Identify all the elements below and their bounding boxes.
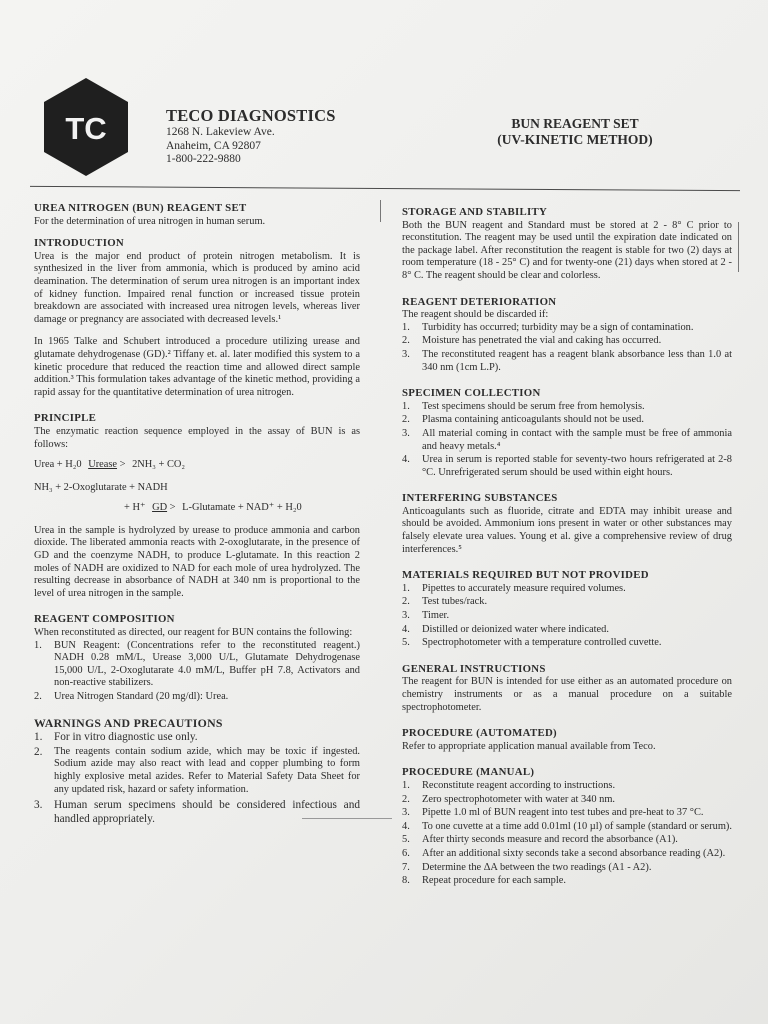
list-item: 5. Spectrophotometer with a temperature controlled cuvette. [402,637,662,649]
column-divider [380,200,381,222]
header-rule [30,186,740,191]
list-item: 4. Urea in serum is reported stable for seventy-two hours refrigerated at 2-8 °C. Unrefrigerated serum should be used within eight hours. [402,454,732,478]
list-item: 3. The reconstituted reagent has a reagent blank absorbance less than 1.0 at 340 nm (1cm L.P). [402,348,732,373]
product-heading: UREA NITROGEN (BUN) REAGENT SET [34,202,247,214]
general-paragraph: The reagent for BUN is intended for use either as an automated procedure on chemistry instruments or as a manual procedure on a suitable spectrophotometer. [402,676,732,713]
right-column [402,206,732,901]
general-heading: GENERAL INSTRUCTIONS [402,662,546,675]
list-item: 2. Urea Nitrogen Standard (20 mg/dl): Urea. [34,691,229,702]
left-column [34,202,360,839]
list-item: 1. Pipettes to accurately measure required volumes. [402,582,626,594]
materials-heading: MATERIALS REQUIRED BUT NOT PROVIDED [402,569,649,582]
phone-line: 1-800-222-9880 [166,153,241,165]
enzyme-label: GD [152,502,168,514]
title-line-2: (UV-KINETIC METHOD) [497,132,653,147]
interfering-heading: INTERFERING SUBSTANCES [402,492,558,505]
list-item: 4. Distilled or deionized water where indicated. [402,623,609,635]
list-item: 8. Repeat procedure for each sample. [402,875,566,887]
address-line: 1268 N. Lakeview Ave. [166,126,275,138]
title-line-1: BUN REAGENT SET [511,116,639,131]
list-item: 2. Moisture has penetrated the vial and caking has occurred. [402,335,662,347]
deterioration-intro: The reagent should be discarded if: [402,309,549,321]
list-item: 7. Determine the ΔA between the two readings (A1 - A2). [402,861,652,873]
procedure-automated-paragraph: Refer to appropriate application manual available from Teco. [402,740,656,752]
document-title [470,116,680,148]
principle-paragraph: Urea in the sample is hydrolyzed by urease to produce ammonia and carbon dioxide. The liberated ammonia reacts with 2-oxoglutarate, in the presence of GD and the coenzyme NADH, to produce L-glutamate. In this reaction 2 moles of NADH are oxidized to NAD for each mole of urea hydrolyzed. The resulting decrease in absorbance of NADH at 340 nm is proportional to the level of urea nitrogen in the sample. [34,524,360,599]
introduction-paragraph: Urea is the major end product of protein nitrogen metabolism. It is synthesized in the liver from ammonia, which is produced by amino acid deamination. The determination of serum urea nitrogen is an important index of kidney function. Impaired renal function or increased tissue protein breakdown are associated with increased urea nitrogen levels, whereas liver damage or pregnancy are associated with decreased levels.¹ [34,250,360,325]
list-item: 6. After an additional sixty seconds take a second absorbance reading (A2). [402,847,726,859]
company-name: TECO DIAGNOSTICS [166,106,336,125]
list-item: 3. Pipette 1.0 ml of BUN reagent into test tubes and pre-heat to 37 °C. [402,807,704,819]
warnings-heading: WARNINGS AND PRECAUTIONS [34,715,223,730]
introduction-paragraph: In 1965 Talke and Schubert introduced a procedure utilizing urease and glutamate dehydrogenase (GD).² Tiffany et. al. later modified this system to a kinetic procedure that reduced the reaction time and allowed direct sample addition.³ This formulation takes advantage of the kinetic method, providing a rapid assay for the quantitative determination of urea nitrogen. [34,336,360,398]
reaction-equation-2: NH₃ + 2-Oxoglutarate + NADH [34,481,168,493]
list-item: 1. Turbidity has occurred; turbidity may be a sign of contamination. [402,321,694,333]
specimen-heading: SPECIMEN COLLECTION [402,387,541,400]
list-item: 3. Timer. [402,610,450,622]
storage-paragraph: Both the BUN reagent and Standard must be stored at 2 - 8° C prior to reconstitution. The reagent may be used until the expiration date indicated on the package label. After reconstitution the reagent is stable for two (2) days at room temperature (18 - 25° C) and for twenty-one (21) days when stored at 2 - 8° C. The reagent should be clear and colorless. [402,219,732,281]
principle-heading: PRINCIPLE [34,412,97,425]
list-item: 5. After thirty seconds measure and record the absorbance (A1). [402,834,678,846]
storage-heading: STORAGE AND STABILITY [402,206,548,218]
list-item: 1. BUN Reagent: (Concentrations refer to the reconstituted reagent.) NADH 0.28 mM/L, Urease 3,000 U/L, Glutamate Dehydrogenase 15,000 U/L, 2-Oxoglutarate 4.0 mM/L, Buffer pH 7.8, Activators and non-reactive stabilizers. [34,639,360,689]
equation-products: 2NH₃ + CO₂ [132,459,186,471]
list-item: 3. All material coming in contact with the sample must be free of ammonia and heavy metals.⁴ [402,427,732,452]
teco-logo [44,78,128,176]
procedure-automated-heading: PROCEDURE (AUTOMATED) [402,727,557,740]
equation-reactants: + H⁺ [124,502,146,514]
list-item: 1. Reconstitute reagent according to instructions. [402,779,616,791]
company-block [166,106,336,167]
logo-text: TC [65,111,107,146]
product-subtitle: For the determination of urea nitrogen in human serum. [34,215,266,227]
reaction-equation-2-cont: + H⁺ GD > L-Glutamate + NAD⁺ + H₂0 [124,502,302,514]
list-item: 1. For in vitro diagnostic use only. [34,731,198,744]
list-item: 2. The reagents contain sodium azide, which may be toxic if ingested. Sodium azide may also react with lead and copper plumbing to form highly explosive metal azides. Refer to Material Safety Data Sheet for any updated risk, hazard or safety information. [34,745,360,795]
principle-paragraph: The enzymatic reaction sequence employed in the assay of BUN is as follows: [34,425,360,450]
list-item: 2. Plasma containing anticoagulants should not be used. [402,414,644,426]
reaction-equation-1: Urea + H₂0 Urease > 2NH₃ + CO₂ [34,459,186,471]
list-item: 3. Human serum specimens should be considered infectious and handled appropriately. [34,799,360,825]
reagent-composition-intro: When reconstituted as directed, our reagent for BUN contains the following: [34,627,353,639]
list-item: 4. To one cuvette at a time add 0.01ml (10 µl) of sample (standard or serum). [402,820,732,832]
column-divider-right [738,222,739,272]
address-line: Anaheim, CA 92807 [166,139,261,152]
list-item: 2. Zero spectrophotometer with water at 340 nm. [402,793,616,805]
interfering-paragraph: Anticoagulants such as fluoride, citrate and EDTA may inhibit urease and should be avoided. Ammonium ions present in water or other substances may falsely elevate urea values. Young et al. give a comprehensive review of drug interferences.⁵ [402,505,732,555]
equation-reactants: Urea + H₂0 [34,459,82,471]
reagent-composition-heading: REAGENT COMPOSITION [34,613,175,626]
deterioration-heading: REAGENT DETERIORATION [402,295,557,308]
equation-products: L-Glutamate + NAD⁺ + H₂0 [182,502,302,514]
procedure-manual-heading: PROCEDURE (MANUAL) [402,766,535,779]
list-item: 1. Test specimens should be serum free from hemolysis. [402,400,645,412]
list-item: 2. Test tubes/rack. [402,596,488,608]
introduction-heading: INTRODUCTION [34,237,124,250]
enzyme-label: Urease [88,459,118,471]
